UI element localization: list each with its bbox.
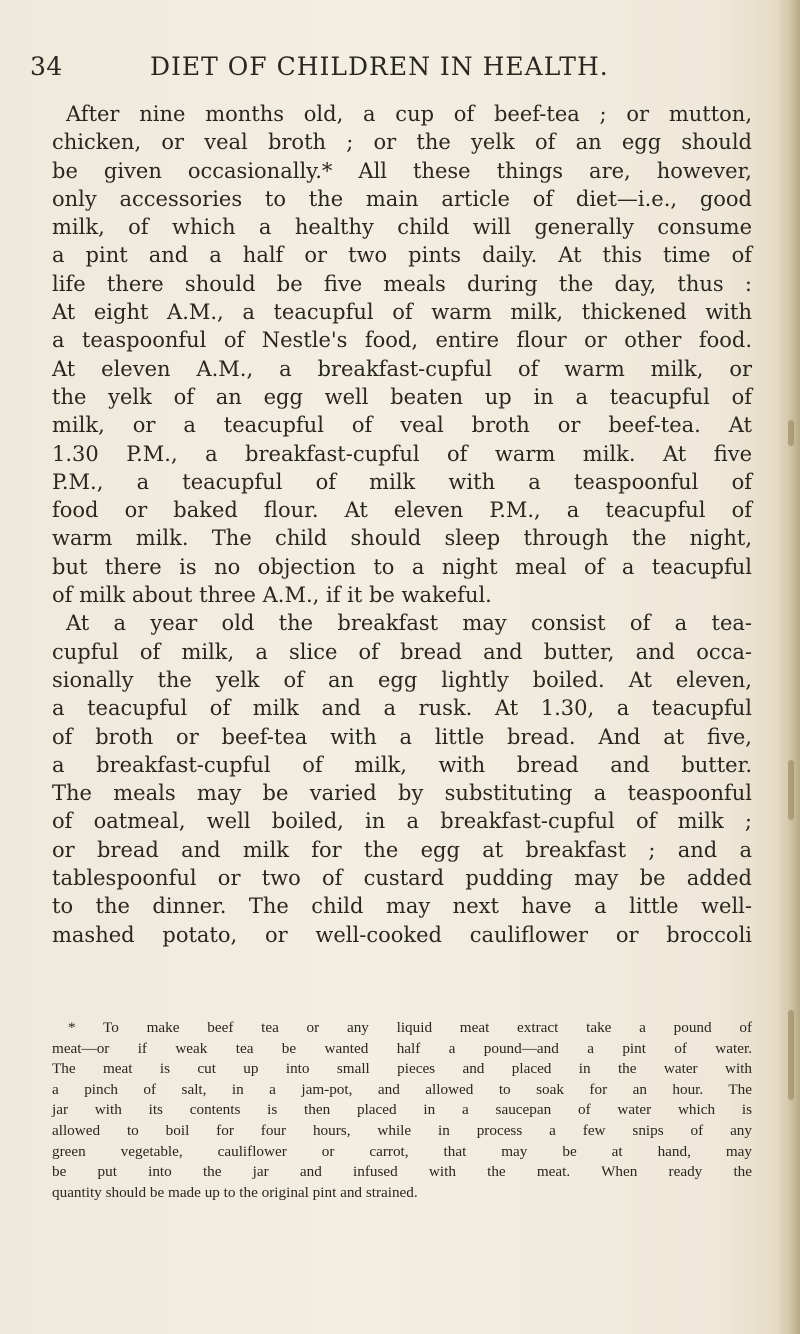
page-header: [30, 52, 770, 92]
page-edge: [778, 0, 800, 1334]
text-line: P.M., a teacupful of milk with a teaspoonful of: [52, 469, 752, 494]
footnote-line: jar with its contents is then placed in a saucepan of water which is: [52, 1101, 752, 1119]
text-line: chicken, or veal broth ; or the yelk of an egg should: [52, 130, 752, 155]
text-line: milk, or a teacupful of veal broth or beef-tea. At: [52, 413, 752, 438]
text-line: At eight A.M., a teacupful of warm milk, thickened with: [52, 300, 752, 325]
text-line: At a year old the breakfast may consist of a tea-: [66, 611, 752, 636]
text-line: sionally the yelk of an egg lightly boiled. At eleven,: [52, 667, 752, 692]
edge-stain: [788, 760, 794, 820]
footnote-line: The meat is cut up into small pieces and placed in the water with: [52, 1060, 752, 1078]
text-line: a teaspoonful of Nestle's food, entire flour or other food.: [52, 328, 752, 353]
text-line: At eleven A.M., a breakfast-cupful of warm milk, or: [52, 356, 752, 381]
text-line: tablespoonful or two of custard pudding may be added: [52, 866, 752, 891]
footnote-line: * To make beef tea or any liquid meat extract take a pound of: [68, 1019, 752, 1036]
text-line: The meals may be varied by substituting a teaspoonful: [52, 781, 752, 806]
footnote-line: quantity should be made up to the original pint and strained.: [52, 1183, 418, 1201]
footnote-line: green vegetable, cauliflower or carrot, that may be at hand, may: [52, 1142, 752, 1160]
footnote-line: meat—or if weak tea be wanted half a pound—and a pint of water.: [52, 1039, 752, 1057]
text-line: a teacupful of milk and a rusk. At 1.30, a teacupful: [52, 696, 752, 721]
text-line: cupful of milk, a slice of bread and butter, and occa-: [52, 639, 752, 664]
footnote-line: a pinch of salt, in a jam-pot, and allowed to soak for an hour. The: [52, 1080, 752, 1098]
footnote-line: allowed to boil for four hours, while in process a few snips of any: [52, 1121, 752, 1139]
edge-stain: [788, 1010, 794, 1100]
footnote-line: be put into the jar and infused with the meat. When ready the: [52, 1163, 752, 1181]
text-line: a pint and a half or two pints daily. At this time of: [52, 243, 752, 268]
text-line: food or baked flour. At eleven P.M., a teacupful of: [52, 498, 752, 523]
text-line: or bread and milk for the egg at breakfast ; and a: [52, 837, 752, 862]
text-line: the yelk of an egg well beaten up in a teacupful of: [52, 384, 752, 409]
text-line: warm milk. The child should sleep through the night,: [52, 526, 752, 551]
text-line: life there should be five meals during the day, thus :: [52, 271, 752, 296]
running-head: DIET OF CHILDREN IN HEALTH.: [150, 52, 609, 81]
text-line: a breakfast-cupful of milk, with bread and butter.: [52, 752, 752, 777]
edge-stain: [788, 420, 794, 446]
text-line: of milk about three A.M., if it be wakeful.: [52, 583, 492, 608]
footnote: [52, 1018, 752, 1203]
text-line: to the dinner. The child may next have a little well-: [52, 894, 752, 919]
text-line: be given occasionally.* All these things are, however,: [52, 158, 752, 183]
text-line: of broth or beef-tea with a little bread. And at five,: [52, 724, 752, 749]
text-line: mashed potato, or well-cooked cauliflower or broccoli: [52, 922, 752, 947]
text-line: 1.30 P.M., a breakfast-cupful of warm milk. At five: [52, 441, 752, 466]
body-text: [52, 100, 752, 949]
text-line: milk, of which a healthy child will generally consume: [52, 215, 752, 240]
text-line: only accessories to the main article of diet—i.e., good: [52, 186, 752, 211]
text-line: of oatmeal, well boiled, in a breakfast-cupful of milk ;: [52, 809, 752, 834]
text-line: After nine months old, a cup of beef-tea ; or mutton,: [66, 102, 752, 126]
page-number: 34: [30, 52, 63, 81]
text-line: but there is no objection to a night meal of a teacupful: [52, 554, 752, 579]
